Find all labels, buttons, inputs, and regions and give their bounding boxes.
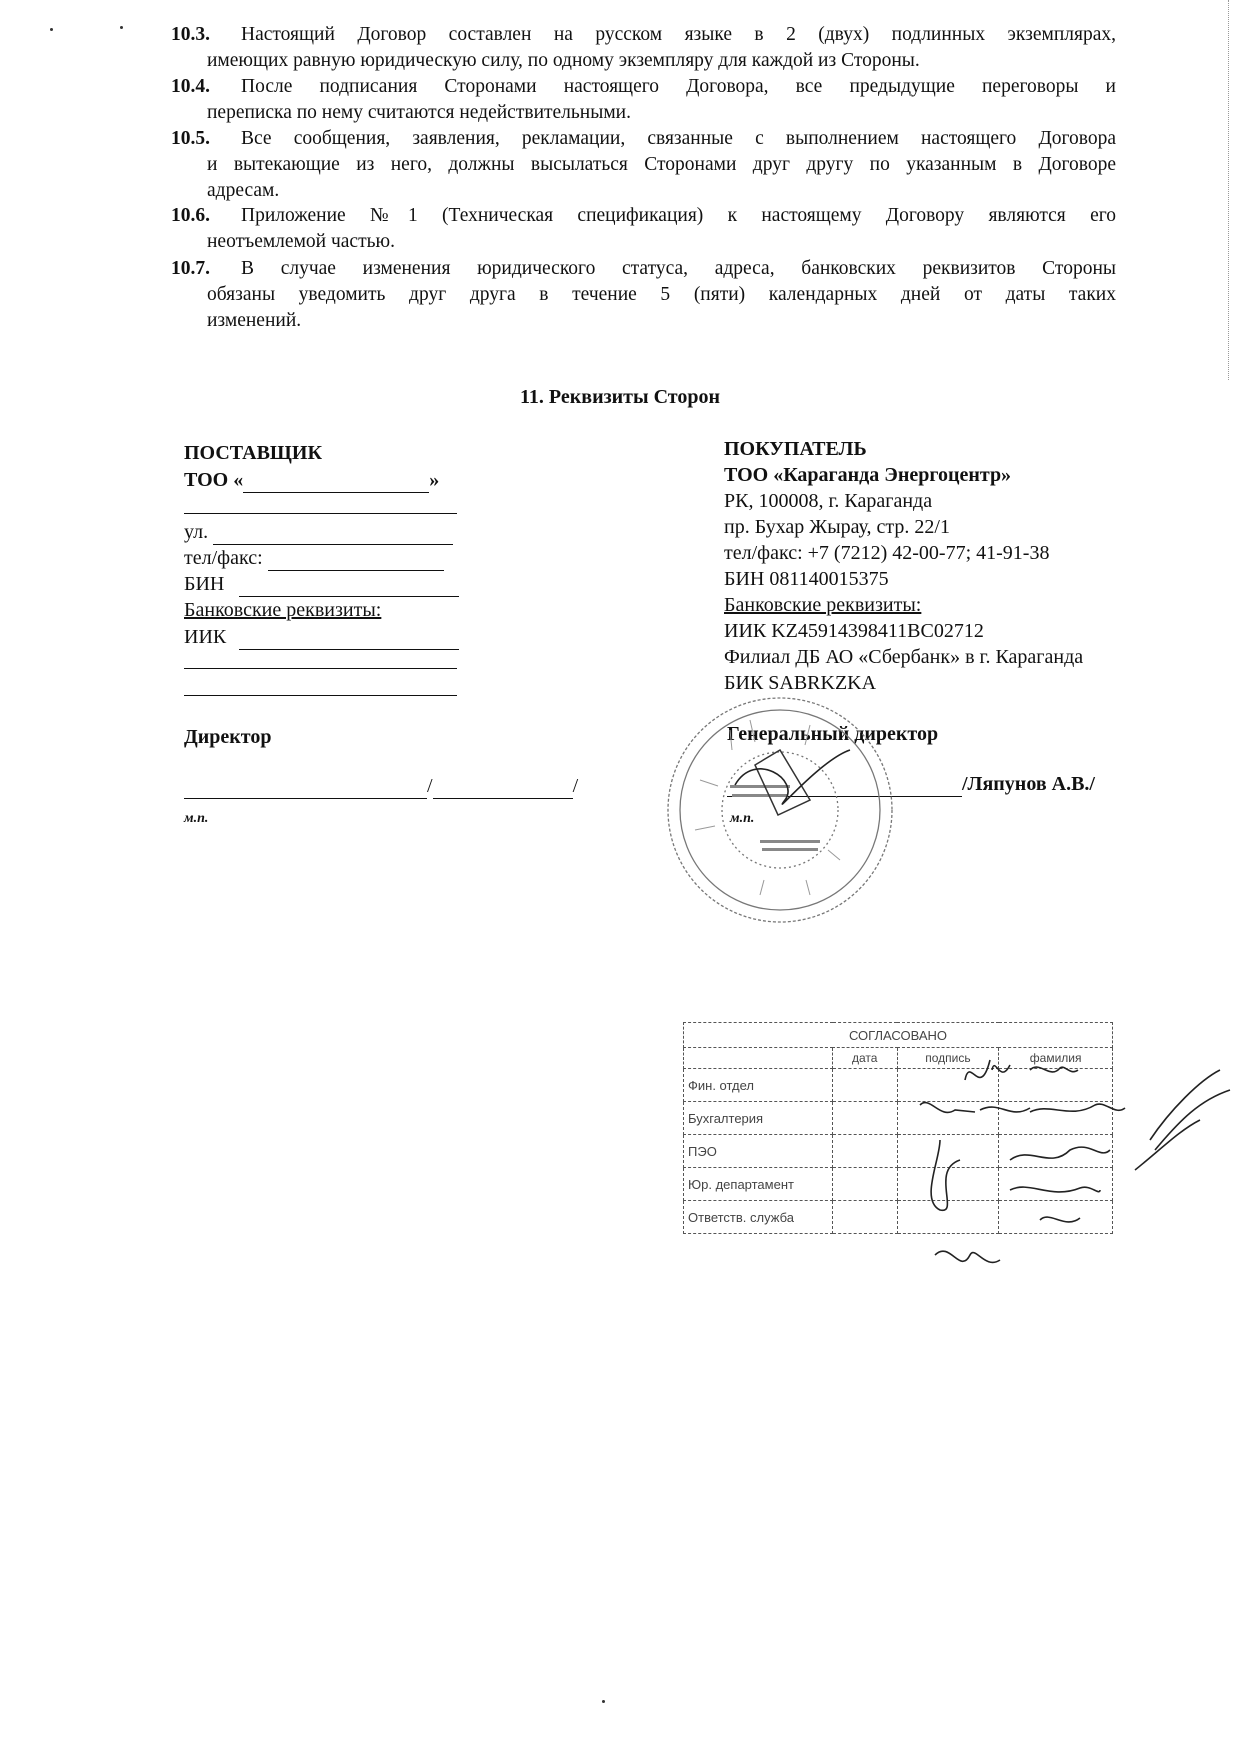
clause-text: обязаны уведомить друг друга в течение 5 (пяти) календарных дней от даты таких [207,284,1116,305]
blank-line [213,518,453,545]
clause-number: 10.6. [171,205,210,226]
clause-text: переписка по нему считаются недействительными. [207,102,631,123]
clause-10-6 [171,203,1116,255]
blank-line [239,623,459,650]
approval-row-label: Юр. департамент [684,1168,833,1201]
clause-10-5 [171,126,1116,204]
blank-line [184,513,457,514]
company-seal-stamp [660,690,900,930]
approval-row-label: Фин. отдел [684,1069,833,1102]
clause-number: 10.7. [171,258,210,279]
blank-line [184,695,457,696]
buyer-address-line2: пр. Бухар Жырау, стр. 22/1 [724,516,950,538]
scan-speck [50,28,53,31]
clause-text: Приложение №1 (Техническая спецификация) к настоящему Договору являются его [241,205,1116,226]
clause-text: изменений. [207,310,302,331]
buyer-company: ТОО «Караганда Энергоцентр» [724,464,1012,486]
supplier-street: ул. [184,518,453,545]
clause-text: В случае изменения юридического статуса, адреса, банковских реквизитов Стороны [241,258,1116,279]
buyer-bank-name: Филиал ДБ АО «Сбербанк» в г. Караганда [724,646,1084,668]
clause-number: 10.5. [171,128,210,149]
approval-col-header: подпись [897,1048,999,1069]
supplier-director-label: Директор [184,726,272,748]
blank-line [184,668,457,669]
approval-title: СОГЛАСОВАНО [684,1023,1113,1048]
approval-row-label: Ответств. служба [684,1201,833,1234]
clause-text: Настоящий Договор составлен на русском языке в 2 (двух) подлинных экземплярах, [241,24,1116,45]
approval-col-header: дата [833,1048,898,1069]
blank-line [239,570,459,597]
approval-signatures [900,1050,1240,1300]
buyer-signature-line: /Ляпунов А.В./ [727,770,1095,797]
buyer-heading: ПОКУПАТЕЛЬ [724,438,867,460]
signature-blank [184,772,427,799]
buyer-address-line1: РК, 100008, г. Караганда [724,490,933,512]
clause-text: После подписания Сторонами настоящего Договора, все предыдущие переговоры и [241,76,1116,97]
section-title: 11. Реквизиты Сторон [520,386,720,408]
approval-row-label: Бухгалтерия [684,1102,833,1135]
supplier-heading: ПОСТАВЩИК [184,442,322,464]
supplier-bank-label: Банковские реквизиты: [184,599,382,621]
approval-row-label: ПЭО [684,1135,833,1168]
buyer-bik: БИК SABRKZKA [724,672,877,694]
supplier-signature-line: / / [184,772,578,799]
name-blank [433,772,573,799]
supplier-stamp-place: м.п. [184,811,209,826]
buyer-phone: тел/факс: +7 (7212) 42-00-77; 41-91-38 [724,542,1050,564]
scan-speck [602,1700,605,1703]
clause-text: Все сообщения, заявления, рекламации, связанные с выполнением настоящего Договора [241,128,1116,149]
supplier-bin: БИН [184,570,459,597]
supplier-phone: тел/факс: [184,544,444,571]
approval-col-header [684,1048,833,1069]
clause-10-4 [171,74,1116,126]
buyer-iik: ИИК KZ45914398411BC02712 [724,620,984,642]
clause-text: имеющих равную юридическую силу, по одному экземпляру для каждой из Стороны. [207,50,920,71]
supplier-block [184,440,474,493]
blank-line [268,544,444,571]
clause-number: 10.4. [171,76,210,97]
buyer-block [724,436,1124,696]
clause-10-7 [171,256,1116,334]
supplier-company: ТОО « » [184,466,474,493]
supplier-iik: ИИК [184,623,459,650]
margin-mark [1228,0,1229,380]
approval-col-header: фамилия [999,1048,1113,1069]
clause-text: и вытекающие из него, должны высылаться Сторонами друг другу по указанным в Договоре [207,154,1116,175]
clause-text: неотъемлемой частью. [207,231,395,252]
buyer-director-label: Генеральный директор [727,723,939,745]
clause-text: адресам. [207,180,280,201]
buyer-bin: БИН 081140015375 [724,568,889,590]
buyer-bank-label: Банковские реквизиты: [724,594,922,616]
buyer-stamp-place: м.п. [730,811,755,826]
scan-speck [120,26,123,29]
clause-10-3 [171,22,1116,74]
supplier-company-blank [243,466,429,493]
clause-number: 10.3. [171,24,210,45]
